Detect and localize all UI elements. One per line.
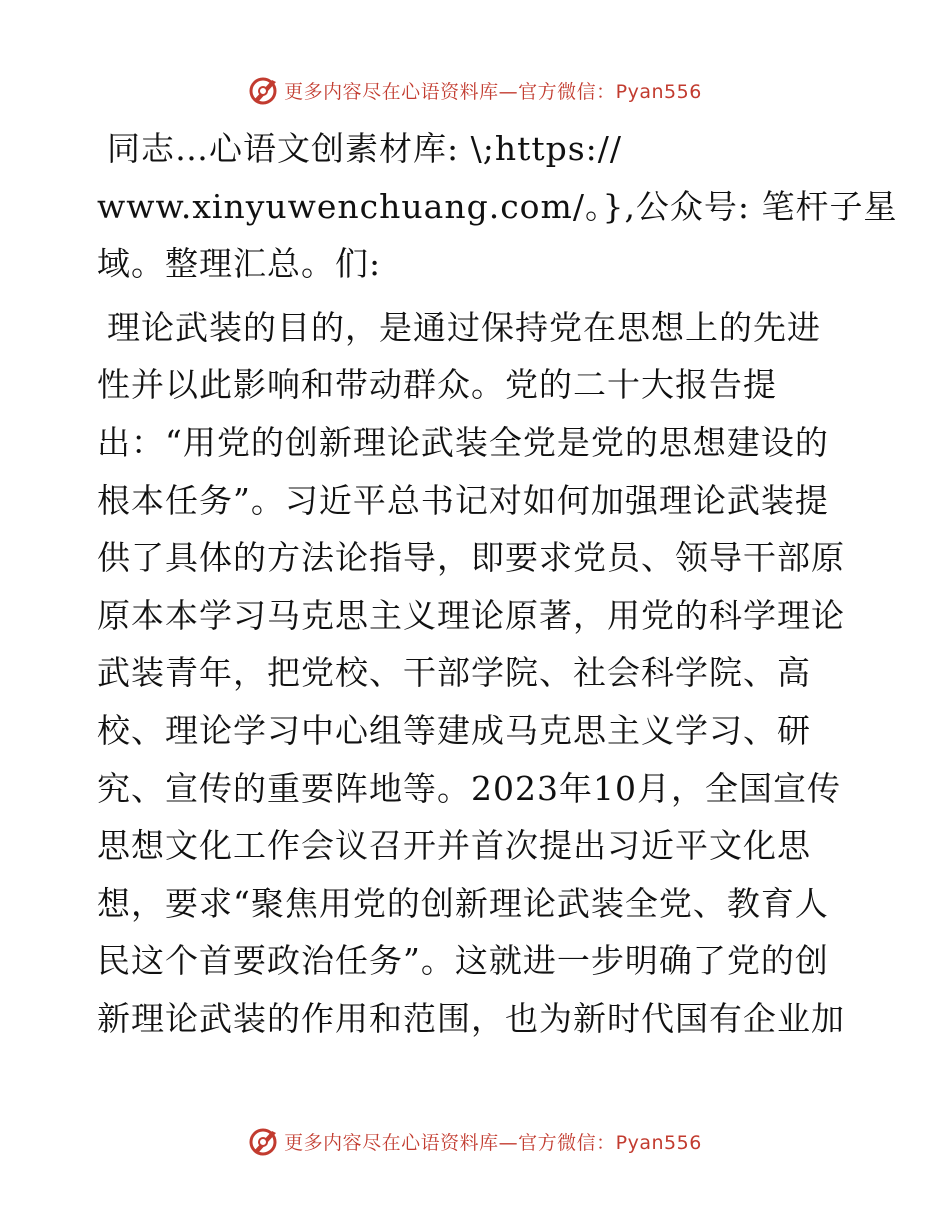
text-line: 同志…心语文创素材库: \;https://: [107, 129, 623, 168]
text-line: 性并以此影响和带动群众。党的二十大报告提: [97, 365, 777, 405]
text-line: 究、宣传的重要阵地等。2023年10月，全国宣传: [97, 768, 841, 808]
text-line: 域。整理汇总。们:: [97, 244, 382, 284]
header-banner-text: 更多内容尽在心语资料库—官方微信：Pyan556: [284, 80, 702, 103]
paragraph-1: [97, 120, 898, 293]
brush-logo-icon: [248, 1125, 280, 1157]
text-line: 思想文化工作会议召开并首次提出习近平文化思: [97, 826, 811, 866]
text-line: 武装青年，把党校、干部学院、社会科学院、高: [97, 653, 811, 693]
text-line: 民这个首要政治任务”。这就进一步明确了党的创: [97, 941, 829, 981]
text-line: 原本本学习马克思主义理论原著，用党的科学理论: [97, 595, 845, 635]
brush-logo-icon: [248, 74, 280, 106]
text-line: 理论武装的目的，是通过保持党在思想上的先进: [107, 307, 821, 347]
document-body: [97, 120, 898, 1048]
text-line: 校、理论学习中心组等建成马克思主义学习、研: [97, 710, 811, 750]
paragraph-2: [97, 299, 857, 1048]
text-line: 想，要求“聚焦用党的创新理论武装全党、教育人: [97, 883, 829, 923]
text-line: 供了具体的方法论指导，即要求党员、领导干部原: [97, 538, 845, 578]
header-banner: [0, 70, 950, 110]
footer-banner-text: 更多内容尽在心语资料库—官方微信：Pyan556: [284, 1131, 702, 1154]
text-line: 出：“用党的创新理论武装全党是党的思想建设的: [97, 422, 829, 462]
footer-banner: [0, 1121, 950, 1161]
text-line: 新理论武装的作用和范围，也为新时代国有企业加: [97, 998, 845, 1038]
text-line: 根本任务”。习近平总书记对如何加强理论武装提: [97, 480, 829, 520]
text-line: www.xinyuwenchuang.com/。},公众号: 笔杆子星: [97, 186, 898, 226]
